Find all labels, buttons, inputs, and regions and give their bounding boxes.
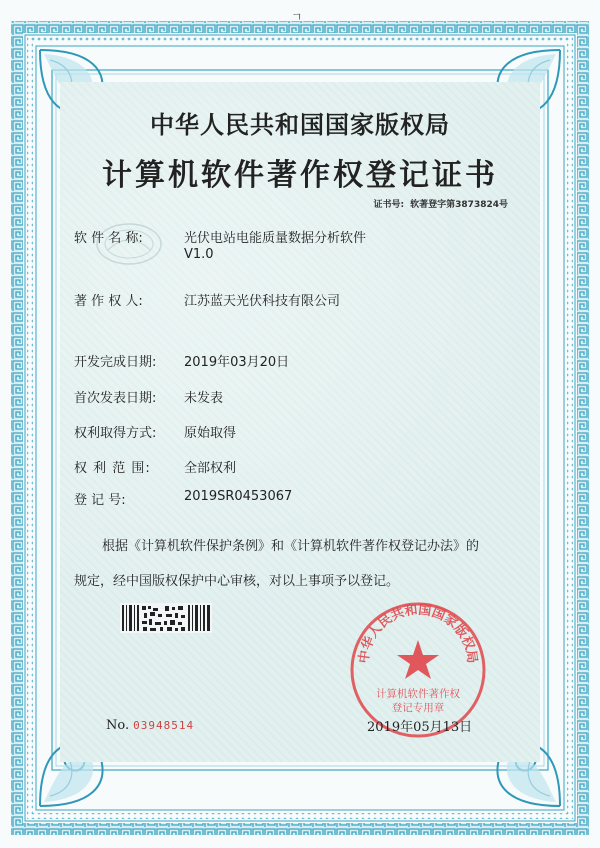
acquisition-method-label: 权利取得方式: [74, 426, 157, 441]
certificate-title: 计算机软件著作权登记证书 [102, 158, 498, 193]
acquisition-method-value: 原始取得 [184, 426, 237, 441]
seal-ring-text: 中华人民共和国国家版权局 [356, 602, 480, 665]
software-name-label: 软 件 名 称: [74, 231, 143, 246]
software-name-value: 光伏电站电能质量数据分析软件 [184, 231, 367, 246]
copyright-owner-value: 江苏蓝天光伏科技有限公司 [184, 294, 341, 309]
handwritten-mark: ㄱ [291, 10, 303, 24]
statement-line-2: 规定，经中国版权保护中心审核，对以上事项予以登记。 [74, 574, 400, 589]
seal-center-line-1: 计算机软件著作权 [376, 688, 460, 700]
serial-number-label: No. [106, 718, 130, 733]
completion-date-label: 开发完成日期: [74, 355, 157, 370]
serial-number-value: 03948514 [133, 719, 195, 732]
issuing-authority: 中华人民共和国国家版权局 [150, 110, 450, 139]
certificate-number [368, 197, 508, 210]
issue-date: 2019年05月13日 [367, 720, 473, 735]
software-version: V1.0 [184, 247, 214, 262]
seal-star-icon [397, 640, 439, 679]
scope-of-rights-label: 权 利 范 围: [74, 461, 151, 476]
barcode-icon [120, 603, 212, 633]
certificate-number-value: 软著登字第3873824号 [410, 200, 508, 210]
copyright-owner-label: 著 作 权 人: [74, 294, 143, 309]
seal-center-line-2: 登记专用章 [391, 702, 445, 714]
completion-date-value: 2019年03月20日 [184, 355, 290, 370]
first-publication-label: 首次发表日期: [74, 391, 157, 406]
certificate-number-label: 证书号: [373, 200, 405, 210]
first-publication-value: 未发表 [184, 391, 224, 406]
serial-number [106, 718, 194, 733]
scope-of-rights-value: 全部权利 [184, 461, 237, 476]
statement-line-1: 根据《计算机软件保护条例》和《计算机软件著作权登记办法》的 [102, 539, 480, 554]
registration-number-label: 登 记 号: [74, 493, 126, 508]
registration-number-value: 2019SR0453067 [184, 489, 293, 504]
